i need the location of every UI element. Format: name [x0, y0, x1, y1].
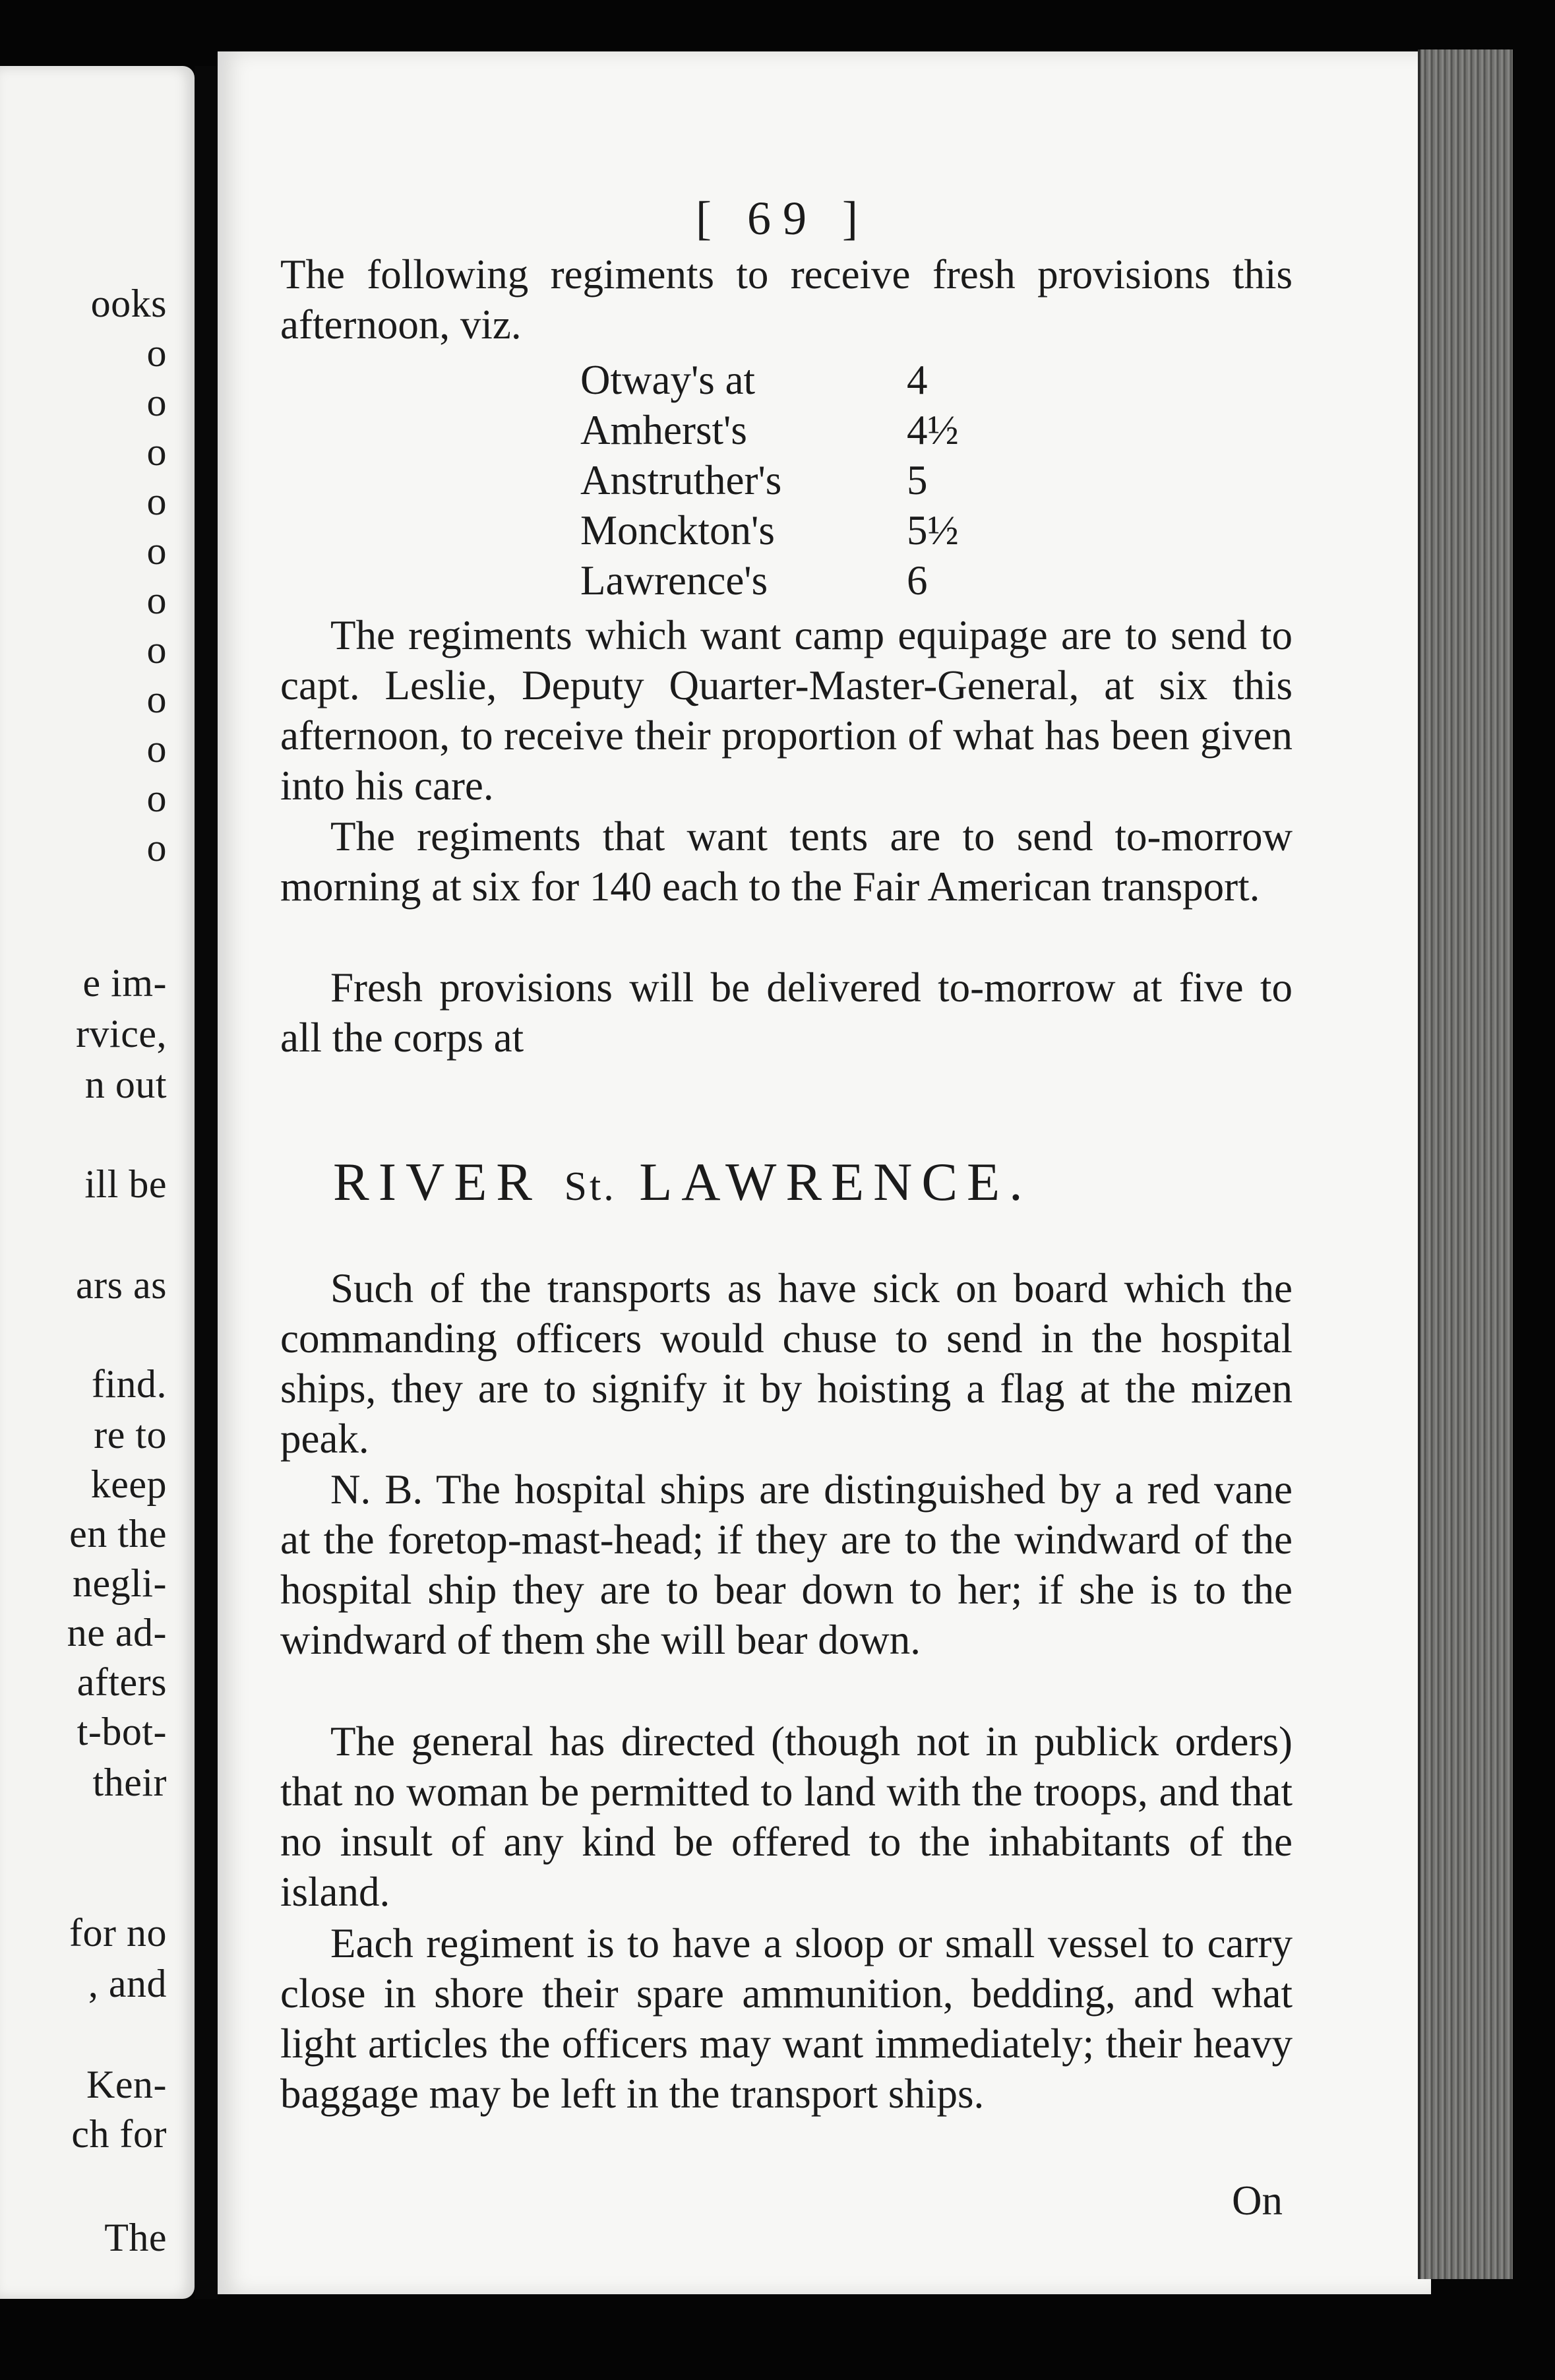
left-fragment: t-bot-	[76, 1710, 167, 1753]
regiment-name: Otway's at	[580, 357, 756, 403]
left-fragment: ooks	[90, 282, 167, 325]
left-page	[0, 66, 195, 2299]
left-fragment: find.	[91, 1362, 167, 1406]
left-fragment: re to	[94, 1413, 167, 1456]
left-fragment: e im-	[82, 961, 167, 1005]
regiment-name: Amherst's	[580, 407, 747, 453]
regiment-name: Monckton's	[580, 507, 775, 553]
heading-part: St.	[564, 1164, 617, 1209]
left-fragment: o	[146, 826, 167, 869]
left-fragment: ill be	[84, 1162, 167, 1206]
left-fragment: o	[146, 727, 167, 770]
left-fragment: n out	[84, 1063, 167, 1106]
book-gutter	[195, 66, 218, 2299]
regiment-name: Lawrence's	[580, 557, 768, 604]
left-fragment: o	[146, 529, 167, 573]
paragraph: The general has directed (though not in publick orders) that no woman be permitted to land with the troops, and that no insult of any kind be offered to the inhabitants of the island.	[280, 1718, 1293, 1915]
left-fragment: , and	[88, 1962, 167, 2005]
section-heading	[333, 1151, 1032, 1213]
paragraph: The regiments that want tents are to send to-morrow morning at six for 140 each to the Fair American transport.	[280, 813, 1293, 910]
heading-part: LAWRENCE.	[639, 1152, 1032, 1212]
left-fragment: o	[146, 331, 167, 375]
left-fragment: ars as	[76, 1263, 167, 1307]
left-fragment: Ken-	[86, 2063, 167, 2106]
provision-time: 5	[907, 457, 928, 503]
paragraph: Each regiment is to have a sloop or small vessel to carry close in shore their spare ammunition, bedding, and what light articles the officers may want immediately; their heavy baggage may be left in the transport ships.	[280, 1920, 1293, 2117]
left-fragment: o	[146, 776, 167, 820]
paragraph: Fresh provisions will be delivered to-morrow at five to all the corps at	[280, 964, 1293, 1061]
left-fragment: o	[146, 628, 167, 672]
left-fragment: afters	[76, 1660, 167, 1704]
regiment-name: Anstruther's	[580, 457, 782, 503]
provision-time: 6	[907, 557, 928, 604]
paragraph: The regiments which want camp equipage are to send to capt. Leslie, Deputy Quarter-Master-General, at six this afternoon, to receive their proportion of what has been given into his care.	[280, 612, 1293, 809]
provision-time: 5½	[907, 507, 959, 553]
left-fragment: rvice,	[76, 1012, 167, 1055]
left-fragment: their	[92, 1761, 167, 1804]
provision-time: 4	[907, 357, 928, 403]
left-fragment: o	[146, 381, 167, 424]
left-fragment: negli-	[73, 1561, 167, 1605]
catchword: On	[1232, 2177, 1283, 2224]
paragraph: Such of the transports as have sick on board which the commanding officers would chuse to send in the hospital ships, they are to signify it by hoisting a flag at the mizen peak.	[280, 1265, 1293, 1462]
paragraph: N. B. The hospital ships are distinguished by a red vane at the foretop-mast-head; if they are to the windward of the hospital ship they are to bear down to her; if she is to the windward of them she will bear down.	[280, 1466, 1293, 1663]
left-fragment: ne ad-	[67, 1611, 167, 1654]
provision-time: 4½	[907, 407, 959, 453]
left-fragment: o	[146, 579, 167, 622]
page-number: [ 69 ]	[696, 192, 870, 245]
left-fragment: ch for	[71, 2112, 167, 2156]
page-edges	[1418, 49, 1513, 2279]
left-fragment: en the	[69, 1512, 167, 1555]
left-fragment: The	[104, 2216, 167, 2259]
left-fragment: keep	[90, 1462, 167, 1506]
left-fragment: o	[146, 480, 167, 523]
left-fragment: o	[146, 430, 167, 474]
left-fragment: for no	[69, 1911, 167, 1955]
left-fragment: o	[146, 677, 167, 721]
heading-part: RIVER	[333, 1152, 541, 1212]
intro-paragraph: The following regiments to receive fresh provisions this afternoon, viz.	[280, 251, 1293, 348]
